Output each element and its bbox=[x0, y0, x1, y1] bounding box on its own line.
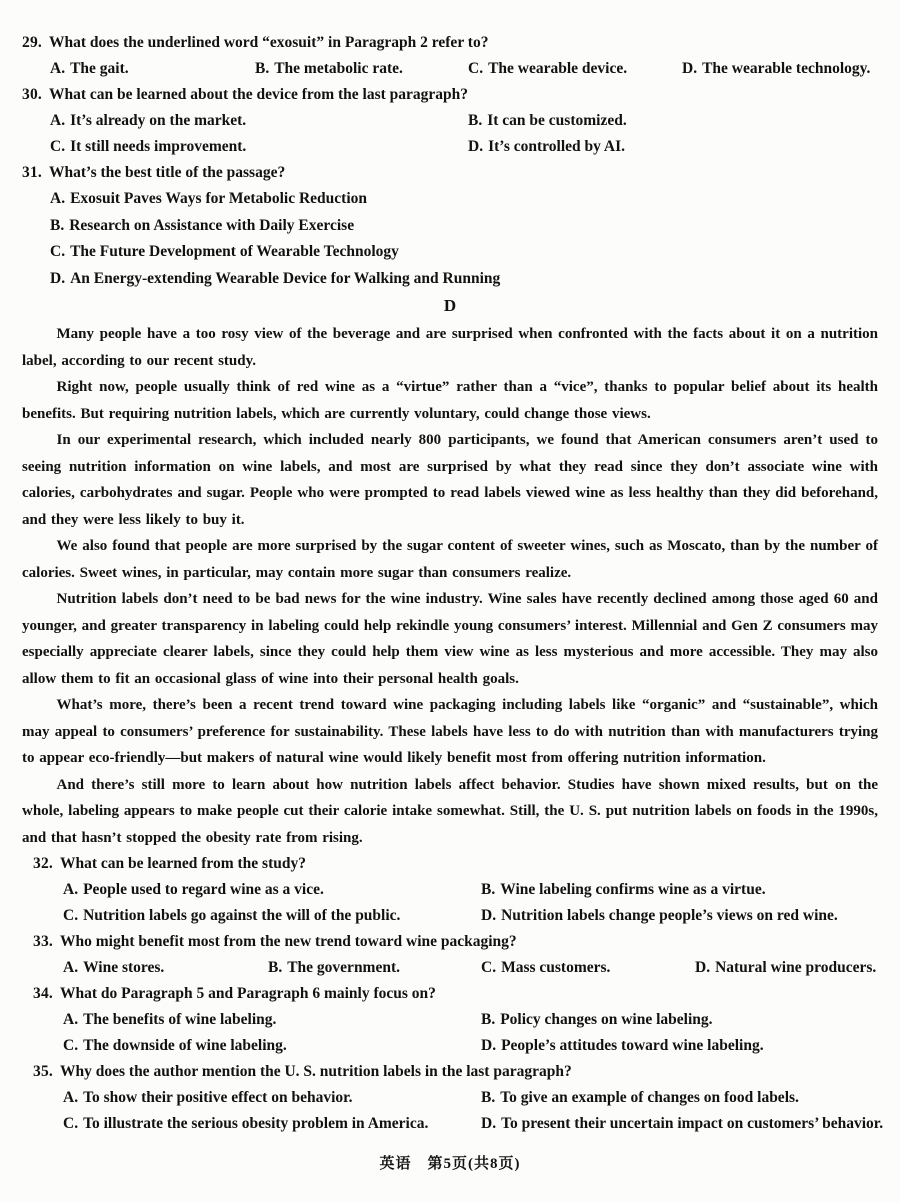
option-label: C. bbox=[481, 959, 497, 976]
question-stem: What does the underlined word “exosuit” in Paragraph 2 refer to? bbox=[49, 34, 489, 51]
option-text: To illustrate the serious obesity problem in America. bbox=[83, 1115, 429, 1132]
option-label: B. bbox=[50, 216, 65, 234]
option-text: Nutrition labels change people’s views on red wine. bbox=[501, 907, 838, 924]
option-label: B. bbox=[481, 881, 496, 898]
question-32-option-d bbox=[481, 903, 878, 929]
option-text: Wine stores. bbox=[83, 959, 165, 976]
question-33-options bbox=[63, 955, 878, 981]
question-31-stem-line bbox=[22, 160, 878, 186]
question-33-option-d bbox=[695, 955, 878, 981]
question-35-option-b bbox=[481, 1085, 883, 1111]
passage-paragraph: And there’s still more to learn about how nutrition labels affect behavior. Studies have shown mixed results, but on the whole, labeling appears to make people cut their calorie intake somewhat. Still, the U. S. put nutrition labels on foods in the 1990s, and that hasn’t stopped the obesity rate from rising. bbox=[22, 776, 878, 846]
option-text: It’s already on the market. bbox=[70, 112, 247, 129]
question-29-option-b bbox=[255, 56, 468, 82]
question-34-stem-line bbox=[33, 981, 878, 1007]
question-33-option-b bbox=[268, 955, 481, 981]
option-text: The benefits of wine labeling. bbox=[83, 1011, 277, 1028]
option-label: D. bbox=[481, 1115, 497, 1132]
option-label: D. bbox=[481, 1037, 497, 1054]
option-label: A. bbox=[50, 60, 66, 77]
question-stem: What do Paragraph 5 and Paragraph 6 mainly focus on? bbox=[60, 985, 436, 1002]
option-text: Natural wine producers. bbox=[715, 959, 877, 976]
option-text: The Future Development of Wearable Technology bbox=[70, 243, 399, 260]
option-text: To give an example of changes on food labels. bbox=[500, 1089, 799, 1106]
page-footer: 英语 第5页(共8页) bbox=[379, 1156, 521, 1172]
question-33-option-a bbox=[63, 955, 268, 981]
question-30-option-c bbox=[50, 134, 468, 160]
question-35-option-c bbox=[63, 1111, 481, 1137]
question-34 bbox=[33, 981, 878, 1059]
option-text: Mass customers. bbox=[501, 959, 611, 976]
option-text: To show their positive effect on behavior. bbox=[83, 1089, 353, 1106]
question-32 bbox=[33, 851, 878, 929]
question-31-options bbox=[50, 186, 878, 292]
option-label: C. bbox=[50, 243, 66, 260]
question-number: 31. bbox=[22, 164, 42, 181]
question-number: 29. bbox=[22, 34, 42, 51]
passage-paragraph: Many people have a too rosy view of the beverage and are surprised when confronted with the facts about it on a nutrition label, according to our recent study. bbox=[22, 326, 878, 369]
question-29-option-a bbox=[50, 56, 255, 82]
option-text: To present their uncertain impact on customers’ behavior. bbox=[501, 1115, 884, 1132]
option-label: A. bbox=[63, 1011, 79, 1028]
option-label: A. bbox=[63, 959, 79, 976]
option-label: C. bbox=[63, 907, 79, 924]
option-label: D. bbox=[682, 60, 698, 77]
option-text: The metabolic rate. bbox=[274, 60, 403, 77]
passage-paragraph: Nutrition labels don’t need to be bad news for the wine industry. Wine sales have recently declined among those aged 60 and younger, and greater transparency in labeling could help rekindle young consumers’ interest. Millennial and Gen Z consumers may especially appreciate clearer labels, since they could help them view wine as less mysterious and more accessible. They may also allow them to fit an occasional glass of wine into their personal health goals. bbox=[22, 591, 878, 687]
option-text: Nutrition labels go against the will of the public. bbox=[83, 907, 401, 924]
option-text: The downside of wine labeling. bbox=[83, 1037, 287, 1054]
question-29 bbox=[22, 30, 878, 82]
question-stem: Who might benefit most from the new trend toward wine packaging? bbox=[60, 933, 517, 950]
question-29-option-d bbox=[682, 56, 878, 82]
option-text: Exosuit Paves Ways for Metabolic Reduction bbox=[70, 190, 368, 207]
question-30 bbox=[22, 82, 878, 160]
option-label: B. bbox=[481, 1011, 496, 1028]
option-label: B. bbox=[268, 959, 283, 976]
option-label: C. bbox=[50, 138, 66, 155]
question-33-option-c bbox=[481, 955, 695, 981]
question-31-option-c bbox=[50, 239, 878, 266]
question-stem: What can be learned about the device from the last paragraph? bbox=[49, 86, 469, 103]
option-text: People’s attitudes toward wine labeling. bbox=[501, 1037, 764, 1054]
question-32-options bbox=[63, 877, 878, 929]
question-35-options bbox=[63, 1085, 884, 1137]
question-35-stem-line bbox=[33, 1059, 878, 1085]
question-number: 33. bbox=[33, 933, 53, 950]
passage-paragraph: Right now, people usually think of red wine as a “virtue” rather than a “vice”, thanks to popular belief about its health benefits. But requiring nutrition labels, which are currently voluntary, could change those views. bbox=[22, 379, 878, 422]
question-29-stem-line bbox=[22, 30, 878, 56]
option-text: The wearable technology. bbox=[702, 60, 871, 77]
option-label: A. bbox=[50, 190, 66, 207]
option-text: It still needs improvement. bbox=[70, 138, 247, 155]
option-label: C. bbox=[63, 1115, 79, 1132]
question-34-option-d bbox=[481, 1033, 878, 1059]
option-text: People used to regard wine as a vice. bbox=[83, 881, 324, 898]
question-30-option-a bbox=[50, 108, 468, 134]
option-label: C. bbox=[63, 1037, 79, 1054]
question-32-option-a bbox=[63, 877, 481, 903]
option-text: Research on Assistance with Daily Exercise bbox=[69, 216, 355, 234]
option-text: It can be customized. bbox=[487, 112, 627, 129]
question-number: 32. bbox=[33, 855, 53, 872]
question-35-option-a bbox=[63, 1085, 481, 1111]
question-30-option-d bbox=[468, 134, 878, 160]
passage-section-label: D bbox=[443, 296, 457, 315]
question-31 bbox=[22, 160, 878, 292]
passage-paragraph: We also found that people are more surprised by the sugar content of sweeter wines, such as Moscato, than by the number of calories. Sweet wines, in particular, may contain more sugar than consumers realize. bbox=[22, 538, 878, 581]
passage-d bbox=[22, 321, 878, 851]
option-label: B. bbox=[481, 1089, 496, 1106]
question-number: 34. bbox=[33, 985, 53, 1002]
question-34-option-c bbox=[63, 1033, 481, 1059]
question-31-option-b bbox=[50, 213, 878, 240]
option-label: D. bbox=[50, 269, 66, 287]
passage-paragraph: In our experimental research, which included nearly 800 participants, we found that American consumers aren’t used to seeing nutrition information on wine labels, and most are surprised by what they read since they don’t associate wine with calories, carbohydrates and sugar. People who were prompted to read labels viewed wine as less healthy than they did beforehand, and they were less likely to buy it. bbox=[22, 432, 878, 528]
question-31-option-d bbox=[50, 266, 878, 293]
question-30-option-b bbox=[468, 108, 878, 134]
question-30-stem-line bbox=[22, 82, 878, 108]
option-text: Wine labeling confirms wine as a virtue. bbox=[500, 881, 766, 898]
question-34-option-b bbox=[481, 1007, 878, 1033]
option-label: D. bbox=[695, 959, 711, 976]
question-number: 30. bbox=[22, 86, 42, 103]
option-text: The wearable device. bbox=[488, 60, 628, 77]
option-label: C. bbox=[468, 60, 484, 77]
question-33-stem-line bbox=[33, 929, 878, 955]
option-label: D. bbox=[468, 138, 484, 155]
option-text: The government. bbox=[287, 959, 401, 976]
question-29-options bbox=[50, 56, 878, 82]
question-34-option-a bbox=[63, 1007, 481, 1033]
question-35 bbox=[33, 1059, 884, 1137]
option-label: D. bbox=[481, 907, 497, 924]
question-34-options bbox=[63, 1007, 878, 1059]
question-31-option-a bbox=[50, 186, 878, 213]
question-30-options bbox=[50, 108, 878, 160]
option-label: B. bbox=[255, 60, 270, 77]
option-text: The gait. bbox=[70, 60, 129, 77]
option-label: A. bbox=[63, 881, 79, 898]
question-32-stem-line bbox=[33, 851, 878, 877]
option-text: Policy changes on wine labeling. bbox=[500, 1011, 713, 1028]
passage-paragraph: What’s more, there’s been a recent trend toward wine packaging including labels like “organic” and “sustainable”, which may appeal to consumers’ preference for sustainability. These labels have less to do with nutrition than with manufacturers trying to appear eco-friendly—but makers of natural wine would likely benefit most from offering nutrition information. bbox=[22, 697, 878, 766]
question-stem: Why does the author mention the U. S. nutrition labels in the last paragraph? bbox=[60, 1063, 572, 1080]
question-32-option-c bbox=[63, 903, 481, 929]
option-text: It’s controlled by AI. bbox=[488, 138, 626, 155]
question-32-option-b bbox=[481, 877, 878, 903]
question-number: 35. bbox=[33, 1063, 53, 1080]
option-label: B. bbox=[468, 112, 483, 129]
option-label: A. bbox=[50, 112, 66, 129]
question-35-option-d bbox=[481, 1111, 883, 1137]
question-33 bbox=[33, 929, 878, 981]
question-29-option-c bbox=[468, 56, 682, 82]
option-text: An Energy-extending Wearable Device for Walking and Running bbox=[70, 269, 501, 287]
question-stem: What can be learned from the study? bbox=[60, 855, 306, 872]
option-label: A. bbox=[63, 1089, 79, 1106]
question-stem: What’s the best title of the passage? bbox=[49, 164, 286, 181]
